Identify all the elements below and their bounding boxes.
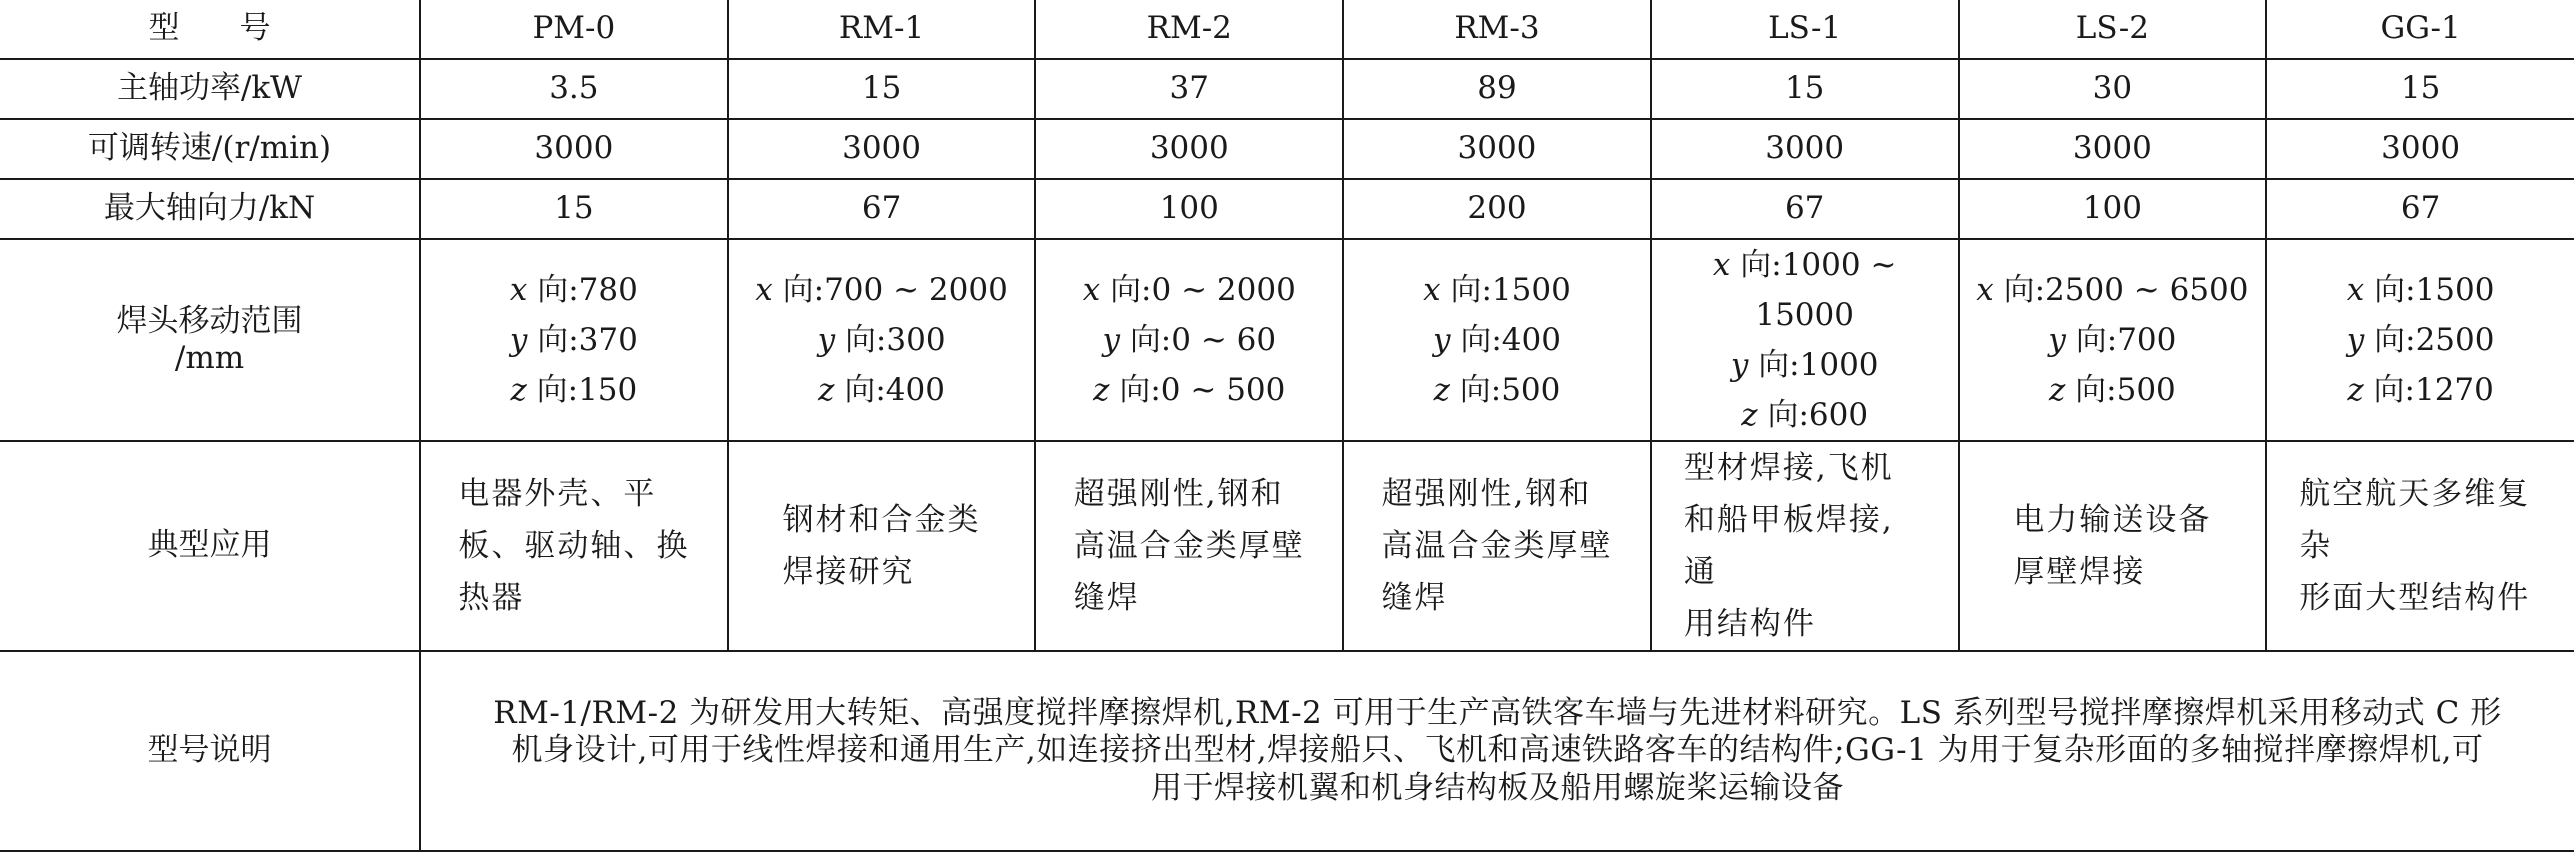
application-text	[2277, 468, 2564, 624]
table-cell: 30	[1959, 59, 2267, 119]
axis-letter: x	[1976, 272, 2004, 308]
range-text: 向:0 ~ 60	[1129, 322, 1277, 358]
model-header: PM-0	[420, 0, 728, 59]
range-value-x	[1970, 265, 2256, 315]
range-text: 向:370	[537, 322, 638, 358]
range-text: 向:700	[2075, 322, 2177, 358]
range-text: 向:1500	[1450, 272, 1571, 308]
range-text: 向:600	[1767, 397, 1869, 433]
model-header: RM-3	[1343, 0, 1651, 59]
row-label: 可调转速/(r/min)	[0, 119, 420, 179]
range-text: 向:2500 ~ 6500	[2003, 272, 2249, 308]
row-label: 最大轴向力/kN	[0, 179, 420, 239]
range-cell	[1651, 239, 1959, 441]
axis-letter: x	[509, 272, 538, 308]
range-cell	[420, 239, 728, 441]
application-line: 超强刚性,钢和	[1381, 476, 1592, 512]
range-text: 向:2500	[2374, 322, 2495, 358]
range-text: 向:500	[1459, 372, 1561, 408]
range-cell	[728, 239, 1036, 441]
range-value-x	[2277, 265, 2564, 315]
application-text	[1662, 442, 1948, 650]
application-line: 用结构件	[1683, 606, 1816, 642]
model-header: LS-2	[1959, 0, 2267, 59]
application-line: 缝焊	[1381, 580, 1448, 616]
application-line: 和船甲板焊接,通	[1683, 502, 1894, 590]
range-value-z	[1046, 365, 1332, 415]
table-cell: 67	[2266, 179, 2574, 239]
axis-letter: y	[817, 322, 845, 358]
range-text: 向:400	[844, 372, 945, 408]
table-row-model-notes	[0, 651, 2574, 851]
axis-letter: z	[1741, 397, 1768, 433]
header-row	[0, 0, 2574, 59]
row-label: 典型应用	[0, 441, 420, 651]
application-cell	[1651, 441, 1959, 651]
range-value-y	[431, 315, 717, 365]
table-cell: 3000	[2266, 119, 2574, 179]
range-value-x	[739, 265, 1025, 315]
range-value-z	[2277, 365, 2564, 415]
axis-letter: z	[1093, 372, 1120, 408]
range-cell	[1035, 239, 1343, 441]
table-cell: 3000	[420, 119, 728, 179]
application-line: 厚壁焊接	[2013, 554, 2146, 590]
application-cell	[1343, 441, 1651, 651]
axis-letter: z	[1433, 372, 1460, 408]
table-cell: 3000	[1651, 119, 1959, 179]
range-text: 向:400	[1460, 322, 1561, 358]
range-value-z	[1970, 365, 2256, 415]
range-text: 向:300	[844, 322, 946, 358]
range-value-z	[431, 365, 717, 415]
range-value-y	[1046, 315, 1332, 365]
application-line: 电器外壳、平	[458, 476, 657, 512]
range-text: 向:0 ~ 500	[1119, 372, 1286, 408]
table-cell: 89	[1343, 59, 1651, 119]
table-row-axial-force	[0, 179, 2574, 239]
model-header: GG-1	[2266, 0, 2574, 59]
table-cell: 15	[2266, 59, 2574, 119]
table-cell: 100	[1959, 179, 2267, 239]
axis-letter: z	[2347, 372, 2374, 408]
table-cell: 3.5	[420, 59, 728, 119]
application-text	[1052, 468, 1327, 624]
application-line: 高温合金类厚壁	[1381, 528, 1613, 564]
model-header: RM-1	[728, 0, 1036, 59]
range-value-y	[1970, 315, 2256, 365]
range-cell	[1343, 239, 1651, 441]
range-value-y	[1662, 340, 1948, 390]
application-line: 热器	[458, 580, 525, 616]
range-text: 向:1500	[2374, 272, 2495, 308]
table-row-speed	[0, 119, 2574, 179]
application-line: 电力输送设备	[2013, 502, 2212, 538]
range-value-x	[1662, 240, 1948, 340]
table-cell: 67	[728, 179, 1036, 239]
row-label: 主轴功率/kW	[0, 59, 420, 119]
range-value-x	[431, 265, 717, 315]
application-line: 航空航天多维复杂	[2299, 476, 2531, 564]
application-text	[761, 494, 1003, 598]
table-row-application	[0, 441, 2574, 651]
range-value-x	[1354, 265, 1640, 315]
table-row-travel-range	[0, 239, 2574, 441]
axis-letter: z	[2048, 372, 2076, 408]
axis-letter: y	[2346, 322, 2375, 358]
range-text: 向:1000	[1758, 347, 1879, 383]
axis-letter: x	[1082, 272, 1111, 308]
range-value-z	[1662, 390, 1948, 440]
table-cell: 3000	[1343, 119, 1651, 179]
range-value-x	[1046, 265, 1332, 315]
axis-letter: y	[1102, 322, 1130, 358]
application-text	[1359, 468, 1634, 624]
application-cell	[1959, 441, 2267, 651]
application-line: 高温合金类厚壁	[1073, 528, 1305, 564]
range-value-y	[1354, 315, 1640, 365]
application-cell	[1035, 441, 1343, 651]
table-cell: 15	[728, 59, 1036, 119]
range-text: 向:150	[536, 372, 638, 408]
application-cell	[2266, 441, 2574, 651]
note-line: 用于焊接机翼和机身结构板及船用螺旋桨运输设备	[1151, 769, 1844, 806]
note-line: RM-1/RM-2 为研发用大转矩、高强度搅拌摩擦焊机,RM-2 可用于生产高铁客车墙与先进材料研究。LS 系列型号搅拌摩擦焊机采用移动式 C 形	[493, 695, 2502, 732]
range-text: 向:0 ~ 2000	[1110, 272, 1296, 308]
axis-letter: x	[1423, 272, 1451, 308]
application-line: 形面大型结构件	[2299, 580, 2531, 616]
axis-letter: x	[1712, 247, 1741, 283]
axis-letter: x	[755, 272, 783, 308]
note-line: 机身设计,可用于线性焊接和通用生产,如连接挤出型材,焊接船只、飞机和高速铁路客车的结构件;GG-1 为用于复杂形面的多轴搅拌摩擦焊机,可	[511, 732, 2484, 769]
table-row-spindle-power	[0, 59, 2574, 119]
application-line: 焊接研究	[782, 554, 915, 590]
range-value-y	[2277, 315, 2564, 365]
table-cell: 200	[1343, 179, 1651, 239]
model-header: RM-2	[1035, 0, 1343, 59]
range-value-y	[739, 315, 1025, 365]
axis-letter: y	[1432, 322, 1461, 358]
range-cell	[2266, 239, 2574, 441]
table-cell: 3000	[728, 119, 1036, 179]
axis-letter: z	[510, 372, 537, 408]
range-text: 向:1000 ~ 15000	[1740, 247, 1897, 333]
application-line: 钢材和合金类	[782, 502, 981, 538]
axis-letter: y	[2048, 322, 2076, 358]
axis-letter: y	[1730, 347, 1759, 383]
range-text: 向:500	[2075, 372, 2176, 408]
table-cell: 100	[1035, 179, 1343, 239]
range-value-z	[739, 365, 1025, 415]
row-label	[0, 239, 420, 441]
header-label: 型号	[148, 10, 331, 47]
application-line: 超强刚性,钢和	[1073, 476, 1284, 512]
range-label: 焊头移动范围	[116, 302, 303, 339]
range-cell	[1959, 239, 2267, 441]
table-cell: 37	[1035, 59, 1343, 119]
table-cell: 3000	[1035, 119, 1343, 179]
header-label-cell	[0, 0, 420, 59]
application-cell	[728, 441, 1036, 651]
application-line: 缝焊	[1073, 580, 1140, 616]
axis-letter: x	[2346, 272, 2375, 308]
row-label: 型号说明	[0, 651, 420, 851]
table-cell: 15	[420, 179, 728, 239]
range-text: 向:1270	[2373, 372, 2494, 408]
application-text	[436, 468, 711, 624]
application-cell	[420, 441, 728, 651]
range-text: 向:700 ~ 2000	[782, 272, 1008, 308]
axis-letter: y	[509, 322, 538, 358]
axis-letter: z	[818, 372, 845, 408]
application-text	[1991, 494, 2233, 598]
model-notes-text	[420, 651, 2574, 851]
table-cell: 3000	[1959, 119, 2267, 179]
model-header: LS-1	[1651, 0, 1959, 59]
range-unit: /mm	[174, 340, 245, 376]
table-cell: 67	[1651, 179, 1959, 239]
range-text: 向:780	[537, 272, 638, 308]
range-value-z	[1354, 365, 1640, 415]
table-cell: 15	[1651, 59, 1959, 119]
application-line: 板、驱动轴、换	[458, 528, 690, 564]
application-line: 型材焊接,飞机	[1683, 450, 1894, 486]
